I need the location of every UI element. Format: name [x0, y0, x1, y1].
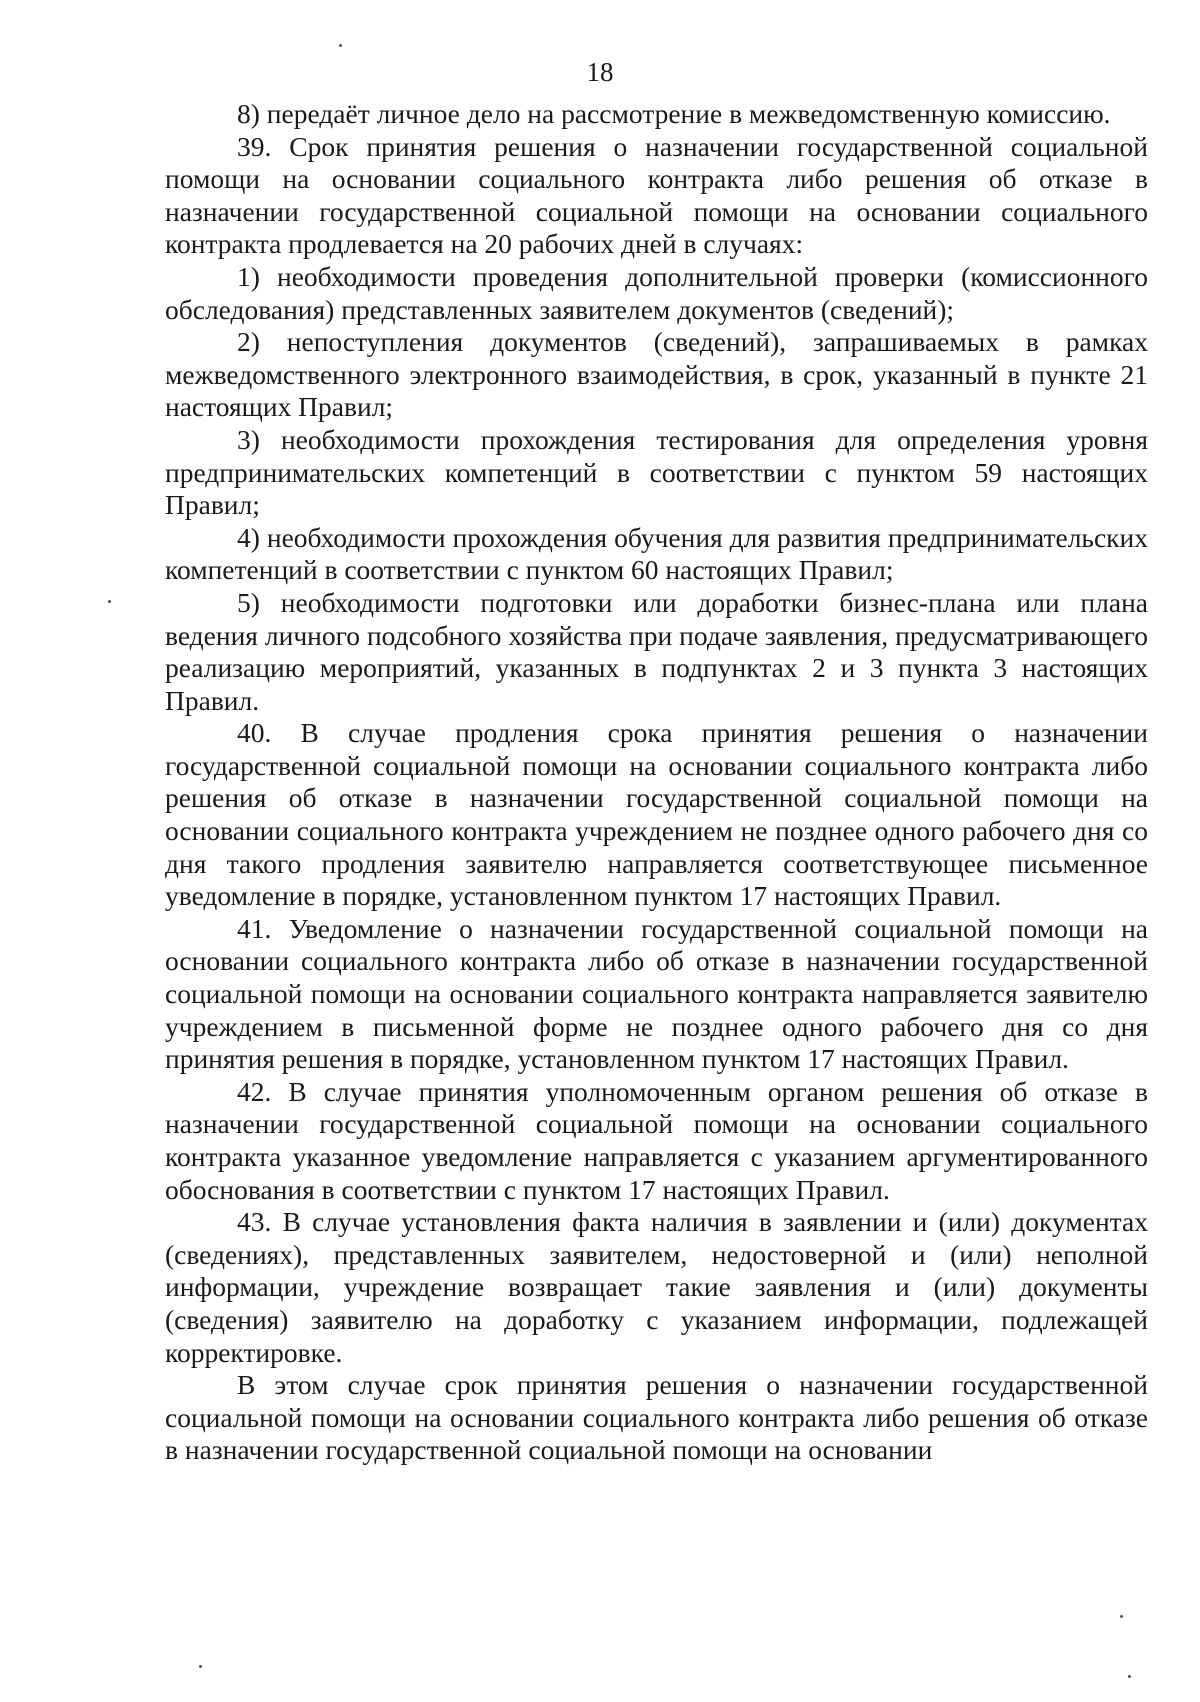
scan-speck: [108, 600, 111, 603]
paragraph-item-8-end: 8) передаёт личное дело на рассмотрение в межведомственную комиссию.: [237, 98, 1111, 129]
paragraph-clause-39-item-3: 3) необходимости прохождения тестирования для определения уровня предпринимательских компетенций в соответствии с пунктом 59 настоящих Правил;: [165, 423, 1148, 521]
paragraph-clause-43: 43. В случае установления факта наличия в заявлении и (или) документах (сведениях), представленных заявителем, недостоверной и (или) неполной информации, учреждение возвращает такие заявления и (или) документы (сведения) заявителю на доработку с указанием информации, подлежащей корректировке.: [165, 1206, 1148, 1368]
paragraph-clause-39-item-4: 4) необходимости прохождения обучения для развития предпринимательских компетенций в соответствии с пунктом 60 настоящих Правил;: [165, 521, 1148, 586]
paragraph-clause-39-item-5: 5) необходимости подготовки или доработки бизнес-плана или плана ведения личного подсобного хозяйства при подаче заявления, предусматривающего реализацию мероприятий, указанных в подпунктах 2 и 3 пункта 3 настоящих Правил.: [165, 586, 1148, 716]
paragraph-clause-43-continuation: В этом случае срок принятия решения о назначении государственной социальной помощи на основании социального контракта либо решения об отказе в назначении государственной социальной помощи на основании: [165, 1369, 1148, 1466]
document-body: [165, 98, 1148, 1467]
scan-speck: [339, 44, 342, 47]
scan-speck: [1120, 1615, 1123, 1618]
paragraph-clause-40: 40. В случае продления срока принятия решения о назначении государственной социальной помощи на основании социального контракта либо решения об отказе в назначении государственной социальной помощи на основании социального контракта учреждением не позднее одного рабочего дня со дня такого продления заявителю направляется соответствующее письменное уведомление в порядке, установленном пунктом 17 настоящих Правил.: [165, 717, 1148, 912]
paragraph-clause-39-item-2: 2) непоступления документов (сведений), запрашиваемых в рамках межведомственного электронного взаимодействия, в срок, указанный в пункте 21 настоящих Правил;: [165, 326, 1148, 423]
scan-speck: [1128, 1675, 1131, 1678]
paragraph-clause-39-item-1: 1) необходимости проведения дополнительной проверки (комиссионного обследования) представленных заявителем документов (сведений);: [165, 260, 1148, 325]
paragraph-clause-39: 39. Срок принятия решения о назначении государственной социальной помощи на основании социального контракта либо решения об отказе в назначении государственной социальной помощи на основании социального контракта продлевается на 20 рабочих дней в случаях:: [165, 130, 1148, 260]
scan-speck: [199, 1665, 202, 1668]
page-number: 18: [586, 57, 614, 87]
paragraph-clause-41: 41. Уведомление о назначении государственной социальной помощи на основании социального контракта либо об отказе в назначении государственной социальной помощи на основании социального контракта направляется заявителю учреждением в письменной форме не позднее одного рабочего дня со дня принятия решения в порядке, установленном пунктом 17 настоящих Правил.: [165, 912, 1148, 1075]
paragraph-clause-42: 42. В случае принятия уполномоченным органом решения об отказе в назначении государственной социальной помощи на основании социального контракта указанное уведомление направляется с указанием аргументированного обоснования в соответствии с пунктом 17 настоящих Правил.: [165, 1075, 1148, 1205]
